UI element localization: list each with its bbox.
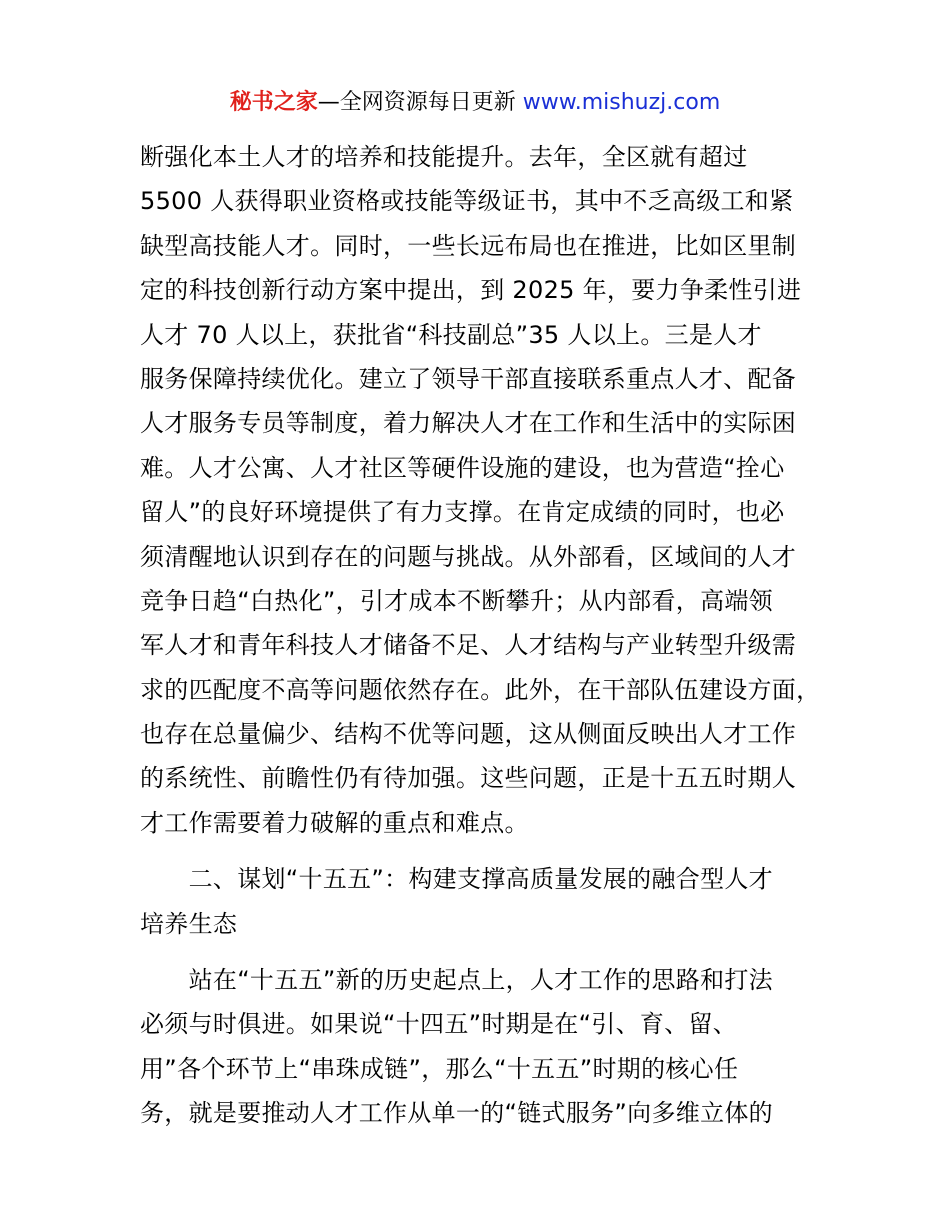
text-line: 求的匹配度不高等问题依然存在。此外，在干部队伍建设方面， [140,675,821,704]
text-line: 必须与时俱进。如果说“十四五”时期是在“引、育、留、 [140,1010,738,1039]
text-line: 服务保障持续优化。建立了领导干部直接联系重点人才、配备 [140,364,797,393]
text-line: 人才服务专员等制度，着力解决人才在工作和生活中的实际困 [140,409,797,438]
text-line: 缺型高技能人才。同时，一些长远布局也在推进，比如区里制 [140,231,797,260]
paragraph-2 [140,958,830,1136]
text-line: 须清醒地认识到存在的问题与挑战。从外部看，区域间的人才 [140,542,797,571]
text-line: 的系统性、前瞻性仍有待加强。这些问题，正是十五五时期人 [140,764,797,793]
section-heading [140,857,830,946]
document-body [140,135,830,1136]
site-brand: 秘书之家 [229,90,318,115]
text-line: 难。人才公寓、人才社区等硬件设施的建设，也为营造“拴心 [140,453,785,482]
text-line: 军人才和青年科技人才储备不足、人才结构与产业转型升级需 [140,631,797,660]
text-line: 站在“十五五”新的历史起点上，人才工作的思路和打法 [140,966,773,995]
site-header [0,86,950,120]
text-line: 留人”的良好环境提供了有力支撑。在肯定成绩的同时，也必 [140,498,785,527]
text-line: 断强化本土人才的培养和技能提升。去年，全区就有超过 [140,143,748,171]
text-line: 人才 70 人以上，获批省“科技副总”35 人以上。三是人才 [140,320,762,349]
heading-line: 二、谋划“十五五”：构建支撑高质量发展的融合型人才 [140,865,773,894]
text-line: 用”各个环节上“串珠成链”，那么“十五五”时期的核心任 [140,1054,739,1083]
paragraph-spacer [140,845,830,857]
text-line: 也存在总量偏少、结构不优等问题，这从侧面反映出人才工作 [140,720,797,749]
text-line: 5500 人获得职业资格或技能等级证书，其中不乏高级工和紧 [140,187,794,216]
heading-line: 培养生态 [140,909,238,938]
site-tagline: —全网资源每日更新 [317,90,516,115]
text-line: 竞争日趋“白热化”，引才成本不断攀升；从内部看，高端领 [140,586,773,615]
text-line: 务，就是要推动人才工作从单一的“链式服务”向多维立体的 [140,1099,773,1128]
site-url-link[interactable]: www.mishuzj.com [522,90,721,115]
paragraph-1 [140,135,830,845]
text-line: 才工作需要着力破解的重点和难点。 [140,808,529,837]
paragraph-spacer [140,946,830,958]
text-line: 定的科技创新行动方案中提出，到 2025 年，要力争柔性引进 [140,276,802,305]
